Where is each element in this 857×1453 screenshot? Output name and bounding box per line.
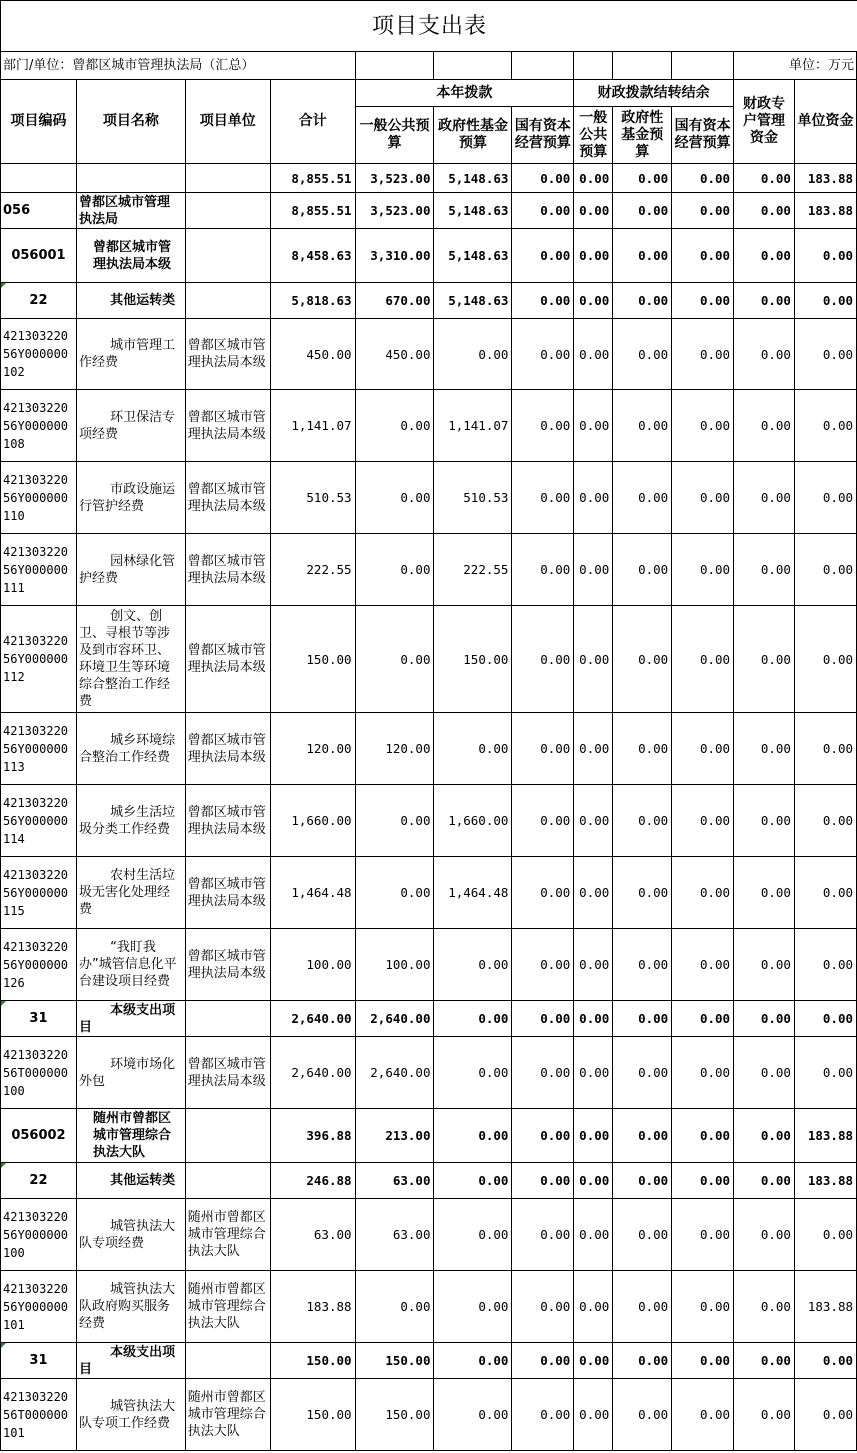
cell-unit-funds: 0.00 (794, 929, 856, 1001)
header-current-year: 本年拨款 (355, 80, 574, 107)
cell-unit-funds: 0.00 (794, 229, 856, 283)
cell-state-capital: 0.00 (512, 1199, 574, 1271)
page-title: 项目支出表 (371, 14, 487, 39)
cell-co-gov-fund: 0.00 (613, 1001, 672, 1037)
header-unit-funds: 单位资金 (794, 80, 856, 164)
cell-co-general: 0.00 (574, 1271, 613, 1343)
cell-unit: 曾都区城市管理执法局本级 (185, 785, 270, 857)
cell-total: 1,141.07 (270, 390, 355, 462)
cell-co-general: 0.00 (574, 462, 613, 534)
cell-state-capital: 0.00 (512, 229, 574, 283)
cell-total: 8,855.51 (270, 193, 355, 229)
cell-co-general: 0.00 (574, 1199, 613, 1271)
cell-special-account: 0.00 (734, 929, 795, 1001)
cell-gov-fund: 0.00 (434, 1379, 512, 1451)
cell-total: 63.00 (270, 1199, 355, 1271)
cell-name: 环卫保洁专项经费 (76, 390, 185, 462)
cell-special-account: 0.00 (734, 390, 795, 462)
cell-unit (185, 1001, 270, 1037)
cell-state-capital: 0.00 (512, 534, 574, 606)
cell-unit (185, 1163, 270, 1199)
cell-general: 0.00 (355, 785, 434, 857)
header-unit: 项目单位 (185, 80, 270, 164)
cell-unit: 随州市曾都区城市管理综合执法大队 (185, 1271, 270, 1343)
cell-co-general: 0.00 (574, 857, 613, 929)
cell-co-state-capital: 0.00 (672, 1001, 734, 1037)
cell-total: 8,458.63 (270, 229, 355, 283)
cell-unit (185, 1109, 270, 1163)
table-row (1, 390, 857, 462)
cell-general: 0.00 (355, 1271, 434, 1343)
cell-total: 396.88 (270, 1109, 355, 1163)
cell-unit-funds: 0.00 (794, 1001, 856, 1037)
cell-state-capital: 0.00 (512, 1109, 574, 1163)
cell-general: 3,523.00 (355, 164, 434, 193)
header-row-1 (1, 80, 857, 107)
cell-co-gov-fund: 0.00 (613, 1109, 672, 1163)
cell-special-account: 0.00 (734, 857, 795, 929)
table-row (1, 1109, 857, 1163)
cell-co-general: 0.00 (574, 606, 613, 713)
cell-unit-funds: 0.00 (794, 1343, 856, 1379)
cell-gov-fund: 150.00 (434, 606, 512, 713)
cell-general: 63.00 (355, 1163, 434, 1199)
cell-gov-fund: 1,660.00 (434, 785, 512, 857)
cell-code (1, 164, 77, 193)
cell-code: 42130322056Y000000115 (1, 857, 77, 929)
cell-state-capital: 0.00 (512, 1379, 574, 1451)
cell-state-capital: 0.00 (512, 713, 574, 785)
cell-unit (185, 164, 270, 193)
cell-gov-fund: 5,148.63 (434, 164, 512, 193)
cell-co-state-capital: 0.00 (672, 1379, 734, 1451)
cell-co-gov-fund: 0.00 (613, 785, 672, 857)
cell-co-general: 0.00 (574, 1037, 613, 1109)
table-row (1, 785, 857, 857)
cell-co-gov-fund: 0.00 (613, 1271, 672, 1343)
cell-general: 3,310.00 (355, 229, 434, 283)
table-row (1, 283, 857, 319)
cell-code: 42130322056T000000101 (1, 1379, 77, 1451)
cell-co-state-capital: 0.00 (672, 1343, 734, 1379)
cell-co-state-capital: 0.00 (672, 929, 734, 1001)
header-special-account: 财政专户管理资金 (734, 80, 795, 164)
cell-co-state-capital: 0.00 (672, 1163, 734, 1199)
cell-co-gov-fund: 0.00 (613, 534, 672, 606)
cell-special-account: 0.00 (734, 164, 795, 193)
cell-unit-funds: 0.00 (794, 1379, 856, 1451)
table-row (1, 1037, 857, 1109)
table-row (1, 606, 857, 713)
cell-special-account: 0.00 (734, 1271, 795, 1343)
cell-code: 42130322056Y000000101 (1, 1271, 77, 1343)
cell-general: 150.00 (355, 1379, 434, 1451)
cell-total: 183.88 (270, 1271, 355, 1343)
cell-unit: 曾都区城市管理执法局本级 (185, 534, 270, 606)
cell-co-state-capital: 0.00 (672, 713, 734, 785)
cell-co-general: 0.00 (574, 1163, 613, 1199)
cell-special-account: 0.00 (734, 193, 795, 229)
project-expenditure-table (0, 51, 857, 1451)
cell-co-general: 0.00 (574, 534, 613, 606)
cell-code: 42130322056T000000100 (1, 1037, 77, 1109)
cell-total: 120.00 (270, 713, 355, 785)
cell-total: 2,640.00 (270, 1001, 355, 1037)
cell-name: 城市管理工作经费 (76, 319, 185, 390)
cell-total: 1,660.00 (270, 785, 355, 857)
cell-general: 0.00 (355, 534, 434, 606)
table-row (1, 1271, 857, 1343)
cell-total: 100.00 (270, 929, 355, 1001)
cell-gov-fund: 0.00 (434, 1001, 512, 1037)
cell-name: 城乡环境综合整治工作经费 (76, 713, 185, 785)
cell-general: 450.00 (355, 319, 434, 390)
cell-total: 246.88 (270, 1163, 355, 1199)
cell-name: 市政设施运行管护经费 (76, 462, 185, 534)
cell-gov-fund: 0.00 (434, 713, 512, 785)
cell-state-capital: 0.00 (512, 1163, 574, 1199)
cell-co-gov-fund: 0.00 (613, 462, 672, 534)
cell-co-general: 0.00 (574, 1109, 613, 1163)
cell-co-gov-fund: 0.00 (613, 1343, 672, 1379)
cell-code: 42130322056Y000000100 (1, 1199, 77, 1271)
cell-state-capital: 0.00 (512, 785, 574, 857)
cell-co-state-capital: 0.00 (672, 534, 734, 606)
cell-total: 450.00 (270, 319, 355, 390)
cell-name: 城管执法大队专项经费 (76, 1199, 185, 1271)
table-row (1, 164, 857, 193)
cell-unit: 曾都区城市管理执法局本级 (185, 713, 270, 785)
cell-total: 1,464.48 (270, 857, 355, 929)
cell-name: 曾都区城市管理执法局 (76, 193, 185, 229)
cell-co-state-capital: 0.00 (672, 164, 734, 193)
cell-name: “我盯我办”城管信息化平台建设项目经费 (76, 929, 185, 1001)
cell-unit-funds: 183.88 (794, 1109, 856, 1163)
cell-co-gov-fund: 0.00 (613, 929, 672, 1001)
cell-name: 城管执法大队专项工作经费 (76, 1379, 185, 1451)
cell-special-account: 0.00 (734, 606, 795, 713)
cell-general: 0.00 (355, 857, 434, 929)
cell-co-state-capital: 0.00 (672, 283, 734, 319)
cell-state-capital: 0.00 (512, 606, 574, 713)
cell-unit: 随州市曾都区城市管理综合执法大队 (185, 1199, 270, 1271)
cell-unit-funds: 0.00 (794, 1037, 856, 1109)
cell-state-capital: 0.00 (512, 857, 574, 929)
cell-general: 0.00 (355, 462, 434, 534)
cell-state-capital: 0.00 (512, 1001, 574, 1037)
cell-co-general: 0.00 (574, 229, 613, 283)
cell-special-account: 0.00 (734, 1037, 795, 1109)
cell-unit: 曾都区城市管理执法局本级 (185, 1037, 270, 1109)
cell-name: 本级支出项目 (76, 1343, 185, 1379)
cell-state-capital: 0.00 (512, 283, 574, 319)
cell-name: 城乡生活垃圾分类工作经费 (76, 785, 185, 857)
cell-unit-funds: 0.00 (794, 462, 856, 534)
cell-gov-fund: 0.00 (434, 1037, 512, 1109)
cell-general: 670.00 (355, 283, 434, 319)
cell-special-account: 0.00 (734, 462, 795, 534)
cell-unit-funds: 0.00 (794, 606, 856, 713)
cell-total: 5,818.63 (270, 283, 355, 319)
cell-co-state-capital: 0.00 (672, 1271, 734, 1343)
cell-state-capital: 0.00 (512, 1343, 574, 1379)
cell-gov-fund: 5,148.63 (434, 283, 512, 319)
cell-general: 0.00 (355, 390, 434, 462)
cell-unit-funds: 183.88 (794, 193, 856, 229)
cell-special-account: 0.00 (734, 1199, 795, 1271)
cell-general: 2,640.00 (355, 1037, 434, 1109)
cell-general: 2,640.00 (355, 1001, 434, 1037)
cell-gov-fund: 510.53 (434, 462, 512, 534)
table-row (1, 1343, 857, 1379)
cell-unit-funds: 0.00 (794, 534, 856, 606)
header-total: 合计 (270, 80, 355, 164)
cell-unit-funds: 183.88 (794, 164, 856, 193)
cell-gov-fund: 0.00 (434, 319, 512, 390)
cell-co-gov-fund: 0.00 (613, 283, 672, 319)
header-code: 项目编码 (1, 80, 77, 164)
cell-co-state-capital: 0.00 (672, 857, 734, 929)
cell-co-state-capital: 0.00 (672, 606, 734, 713)
cell-co-gov-fund: 0.00 (613, 857, 672, 929)
cell-state-capital: 0.00 (512, 390, 574, 462)
header-name: 项目名称 (76, 80, 185, 164)
cell-co-gov-fund: 0.00 (613, 164, 672, 193)
cell-name: 随州市曾都区城市管理综合执法大队 (76, 1109, 185, 1163)
table-row (1, 193, 857, 229)
header-co-general: 一般公共预算 (574, 107, 613, 164)
table-row (1, 1199, 857, 1271)
cell-code: 42130322056Y000000113 (1, 713, 77, 785)
cell-co-state-capital: 0.00 (672, 785, 734, 857)
cell-gov-fund: 5,148.63 (434, 193, 512, 229)
cell-co-gov-fund: 0.00 (613, 390, 672, 462)
cell-code: 31 (1, 1001, 77, 1037)
cell-code: 42130322056Y000000111 (1, 534, 77, 606)
table-row (1, 713, 857, 785)
cell-unit (185, 229, 270, 283)
cell-general: 100.00 (355, 929, 434, 1001)
cell-unit (185, 193, 270, 229)
cell-co-gov-fund: 0.00 (613, 1163, 672, 1199)
cell-co-state-capital: 0.00 (672, 462, 734, 534)
cell-code: 056002 (1, 1109, 77, 1163)
cell-unit-funds: 0.00 (794, 713, 856, 785)
cell-gov-fund: 0.00 (434, 929, 512, 1001)
cell-state-capital: 0.00 (512, 164, 574, 193)
cell-gov-fund: 0.00 (434, 1343, 512, 1379)
cell-total: 150.00 (270, 1343, 355, 1379)
cell-code: 42130322056Y000000102 (1, 319, 77, 390)
cell-special-account: 0.00 (734, 1343, 795, 1379)
cell-code: 056 (1, 193, 77, 229)
cell-gov-fund: 222.55 (434, 534, 512, 606)
table-row (1, 319, 857, 390)
cell-special-account: 0.00 (734, 229, 795, 283)
cell-co-gov-fund: 0.00 (613, 1199, 672, 1271)
cell-unit-funds: 183.88 (794, 1271, 856, 1343)
header-state-capital: 国有资本经营预算 (512, 107, 574, 164)
cell-code: 42130322056Y000000110 (1, 462, 77, 534)
cell-code: 42130322056Y000000126 (1, 929, 77, 1001)
cell-general: 3,523.00 (355, 193, 434, 229)
cell-special-account: 0.00 (734, 1109, 795, 1163)
cell-unit (185, 1343, 270, 1379)
cell-state-capital: 0.00 (512, 929, 574, 1001)
cell-special-account: 0.00 (734, 713, 795, 785)
header-general: 一般公共预算 (355, 107, 434, 164)
cell-unit: 曾都区城市管理执法局本级 (185, 390, 270, 462)
cell-special-account: 0.00 (734, 283, 795, 319)
cell-name: 园林绿化管护经费 (76, 534, 185, 606)
cell-co-state-capital: 0.00 (672, 390, 734, 462)
cell-general: 213.00 (355, 1109, 434, 1163)
cell-unit-funds: 0.00 (794, 390, 856, 462)
cell-state-capital: 0.00 (512, 1271, 574, 1343)
cell-general: 150.00 (355, 1343, 434, 1379)
cell-co-gov-fund: 0.00 (613, 1037, 672, 1109)
cell-total: 510.53 (270, 462, 355, 534)
cell-co-state-capital: 0.00 (672, 1199, 734, 1271)
dept-label: 部门/单位：曾都区城市管理执法局（汇总） (1, 52, 356, 80)
cell-unit: 曾都区城市管理执法局本级 (185, 857, 270, 929)
table-row (1, 462, 857, 534)
cell-name: 其他运转类 (76, 283, 185, 319)
cell-co-general: 0.00 (574, 1343, 613, 1379)
cell-name: 其他运转类 (76, 1163, 185, 1199)
table-row (1, 1379, 857, 1451)
cell-code: 42130322056Y000000108 (1, 390, 77, 462)
cell-gov-fund: 1,141.07 (434, 390, 512, 462)
cell-special-account: 0.00 (734, 534, 795, 606)
header-carryover: 财政拨款结转结余 (574, 80, 734, 107)
cell-gov-fund: 1,464.48 (434, 857, 512, 929)
cell-co-gov-fund: 0.00 (613, 1379, 672, 1451)
cell-special-account: 0.00 (734, 1163, 795, 1199)
cell-unit: 曾都区城市管理执法局本级 (185, 929, 270, 1001)
cell-total: 150.00 (270, 606, 355, 713)
table-row (1, 929, 857, 1001)
cell-total: 8,855.51 (270, 164, 355, 193)
cell-name: 城管执法大队政府购买服务经费 (76, 1271, 185, 1343)
cell-unit: 曾都区城市管理执法局本级 (185, 462, 270, 534)
table-row (1, 1163, 857, 1199)
cell-co-state-capital: 0.00 (672, 1037, 734, 1109)
cell-co-general: 0.00 (574, 319, 613, 390)
cell-co-state-capital: 0.00 (672, 229, 734, 283)
cell-total: 150.00 (270, 1379, 355, 1451)
cell-general: 63.00 (355, 1199, 434, 1271)
header-co-state-capital: 国有资本经营预算 (672, 107, 734, 164)
cell-co-gov-fund: 0.00 (613, 229, 672, 283)
cell-unit-funds: 0.00 (794, 283, 856, 319)
cell-unit (185, 283, 270, 319)
cell-unit-funds: 0.00 (794, 785, 856, 857)
cell-co-general: 0.00 (574, 1001, 613, 1037)
cell-co-gov-fund: 0.00 (613, 606, 672, 713)
cell-name: 环境市场化外包 (76, 1037, 185, 1109)
table-row (1, 229, 857, 283)
cell-code: 22 (1, 283, 77, 319)
cell-unit-funds: 0.00 (794, 319, 856, 390)
cell-unit-funds: 0.00 (794, 857, 856, 929)
cell-name: 曾都区城市管理执法局本级 (76, 229, 185, 283)
cell-code: 42130322056Y000000114 (1, 785, 77, 857)
cell-co-general: 0.00 (574, 785, 613, 857)
cell-co-general: 0.00 (574, 390, 613, 462)
cell-co-state-capital: 0.00 (672, 319, 734, 390)
cell-name: 创文、创卫、寻根节等涉及到市容环卫、环境卫生等环境综合整治工作经费 (76, 606, 185, 713)
cell-unit: 随州市曾都区城市管理综合执法大队 (185, 1379, 270, 1451)
cell-special-account: 0.00 (734, 785, 795, 857)
cell-co-gov-fund: 0.00 (613, 713, 672, 785)
cell-total: 2,640.00 (270, 1037, 355, 1109)
cell-co-general: 0.00 (574, 929, 613, 1001)
cell-gov-fund: 0.00 (434, 1199, 512, 1271)
cell-co-general: 0.00 (574, 193, 613, 229)
cell-co-general: 0.00 (574, 713, 613, 785)
info-row (1, 52, 857, 80)
cell-code: 056001 (1, 229, 77, 283)
cell-total: 222.55 (270, 534, 355, 606)
cell-code: 31 (1, 1343, 77, 1379)
cell-gov-fund: 5,148.63 (434, 229, 512, 283)
cell-co-state-capital: 0.00 (672, 193, 734, 229)
cell-unit-funds: 0.00 (794, 1199, 856, 1271)
cell-state-capital: 0.00 (512, 319, 574, 390)
header-gov-fund: 政府性基金预算 (434, 107, 512, 164)
cell-unit: 曾都区城市管理执法局本级 (185, 606, 270, 713)
cell-gov-fund: 0.00 (434, 1163, 512, 1199)
cell-co-general: 0.00 (574, 1379, 613, 1451)
cell-special-account: 0.00 (734, 1379, 795, 1451)
table-row (1, 534, 857, 606)
cell-special-account: 0.00 (734, 319, 795, 390)
cell-general: 0.00 (355, 606, 434, 713)
cell-code: 22 (1, 1163, 77, 1199)
cell-state-capital: 0.00 (512, 462, 574, 534)
cell-gov-fund: 0.00 (434, 1271, 512, 1343)
cell-state-capital: 0.00 (512, 1037, 574, 1109)
cell-unit: 曾都区城市管理执法局本级 (185, 319, 270, 390)
cell-general: 120.00 (355, 713, 434, 785)
cell-co-gov-fund: 0.00 (613, 193, 672, 229)
cell-special-account: 0.00 (734, 1001, 795, 1037)
cell-co-general: 0.00 (574, 283, 613, 319)
cell-co-gov-fund: 0.00 (613, 319, 672, 390)
cell-name: 本级支出项目 (76, 1001, 185, 1037)
title-row (0, 0, 857, 51)
cell-state-capital: 0.00 (512, 193, 574, 229)
cell-name (76, 164, 185, 193)
cell-code: 42130322056Y000000112 (1, 606, 77, 713)
cell-gov-fund: 0.00 (434, 1109, 512, 1163)
header-co-gov-fund: 政府性基金预算 (613, 107, 672, 164)
table-row (1, 1001, 857, 1037)
cell-name: 农村生活垃圾无害化处理经费 (76, 857, 185, 929)
unit-label: 单位：万元 (734, 52, 857, 80)
cell-unit-funds: 183.88 (794, 1163, 856, 1199)
cell-co-general: 0.00 (574, 164, 613, 193)
cell-co-state-capital: 0.00 (672, 1109, 734, 1163)
table-row (1, 857, 857, 929)
